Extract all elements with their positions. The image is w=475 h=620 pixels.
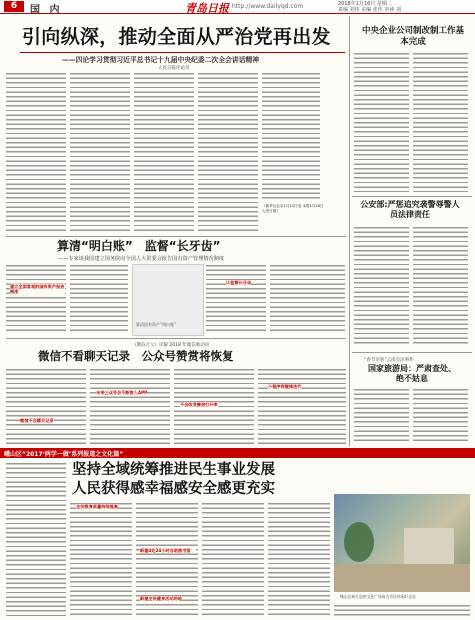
lead-rule: [20, 52, 345, 53]
lead-subtitle: ——四论学习贯彻习近平总书记十九届中央纪委二次全会讲话精神: [62, 56, 260, 64]
middle-sub-2: 让监督长牙齿: [226, 280, 252, 285]
photo-ground: [334, 564, 470, 592]
wechat-sub-4: 小程序将继续迭代: [268, 384, 302, 389]
tourism-headline: 国家旅游局：严肃查处、绝不姑息: [368, 364, 456, 383]
wechat-sub-1: 未来公众号会不断接入APP: [96, 390, 148, 395]
bottom-photo: [334, 494, 470, 592]
section-label: 国 内: [30, 5, 63, 16]
wechat-rule-top: [6, 338, 346, 339]
tourism-kicker: “春节宰客”云南会泽事件: [364, 358, 414, 363]
middle-rule-top: [6, 236, 346, 237]
date-info: [338, 1, 401, 13]
middle-col-2: [70, 264, 128, 334]
tourism-col-2: [413, 388, 468, 443]
bottom-sub-2: 新建4处24小时自助图书馆: [140, 548, 196, 553]
wechat-col-2: [90, 368, 170, 446]
middle-headline: 算清“明白账” 监督“长牙齿”: [57, 239, 221, 253]
middle-caption: 算清国有资产“明白账”: [136, 322, 177, 327]
right-top-col-2: [413, 52, 468, 192]
police-headline: 公安部:严惩追究袭警辱警人员法律责任: [360, 200, 460, 219]
bottom-headline-1: 坚持全域统筹推进民生事业发展: [72, 462, 275, 478]
lead-date-note: （新华社北京1月15日电 本报1月16日人民日报）: [262, 204, 324, 213]
series-banner-text: 峨山区“2017‘两学一做’系列报道之文化篇”: [4, 451, 124, 458]
bottom-headline-2: 人民获得感幸福感安全感更充实: [72, 481, 275, 497]
lead-col-5: [262, 72, 320, 202]
photo-tree: [344, 522, 374, 562]
photo-building: [404, 528, 454, 564]
right-top-col-1: [354, 52, 409, 192]
right-top-headline: 中央企业公司制改制工作基本完成: [361, 26, 464, 47]
wechat-sub-2: 微信不会聊天记录: [20, 418, 54, 423]
bottom-sub-1: 全民教育质量持续提高: [76, 504, 118, 509]
right-rule-1: [352, 196, 472, 197]
lead-headline: 引向纵深，推动全面从严治党再出发: [22, 26, 331, 48]
lead-byline: 人民日报评论员: [158, 66, 190, 71]
middle-col-4: [270, 264, 345, 334]
tourism-col-1: [354, 388, 409, 443]
lead-col-2: [70, 72, 130, 232]
wechat-kicker: 《微信之父》详解 2018 年微信新动向: [132, 343, 210, 348]
lead-col-1: [6, 72, 66, 232]
photo-caption: 峨山区新打造的文化广场成为市民休闲好去处: [340, 594, 416, 599]
wechat-col-1: [6, 368, 86, 446]
police-col-1: [354, 226, 409, 346]
wechat-col-4: [258, 368, 346, 446]
middle-sub-1: 建立全面客观的国有资产报告制度: [10, 284, 65, 294]
bottom-col-1: [6, 462, 66, 616]
bottom-col-5: [268, 502, 330, 616]
series-banner: [0, 448, 475, 458]
middle-subtitle: ——专家谈我国建立国务院向全国人大常委会报告国有资产管理情况制度: [58, 256, 225, 262]
right-rule-2: [352, 352, 472, 353]
bottom-col-4: [202, 502, 264, 616]
middle-col-1: [6, 264, 66, 334]
date-line: 2018年1月16日 星期二: [338, 1, 392, 7]
site-url[interactable]: http://www.dailyqd.com: [232, 3, 304, 10]
police-col-2: [413, 226, 468, 346]
lead-col-3: [134, 72, 194, 232]
lead-col-4: [198, 72, 258, 232]
column-divider: [349, 16, 350, 446]
newspaper-logo: 青岛日报: [185, 2, 229, 15]
wechat-headline: 微信不看聊天记录 公众号赞赏将恢复: [38, 349, 234, 363]
editor-line: 责编 刘伟 美编 张伟 审读 刘: [338, 7, 401, 13]
bottom-col-2: [70, 502, 132, 616]
page-number: 6: [4, 1, 24, 12]
bottom-col-6: [334, 604, 470, 616]
middle-col-3: [206, 264, 266, 334]
wechat-sub-3: 不会改变微信打开率: [180, 402, 218, 407]
bottom-sub-3: 新建全民健身活动场地: [140, 596, 182, 601]
